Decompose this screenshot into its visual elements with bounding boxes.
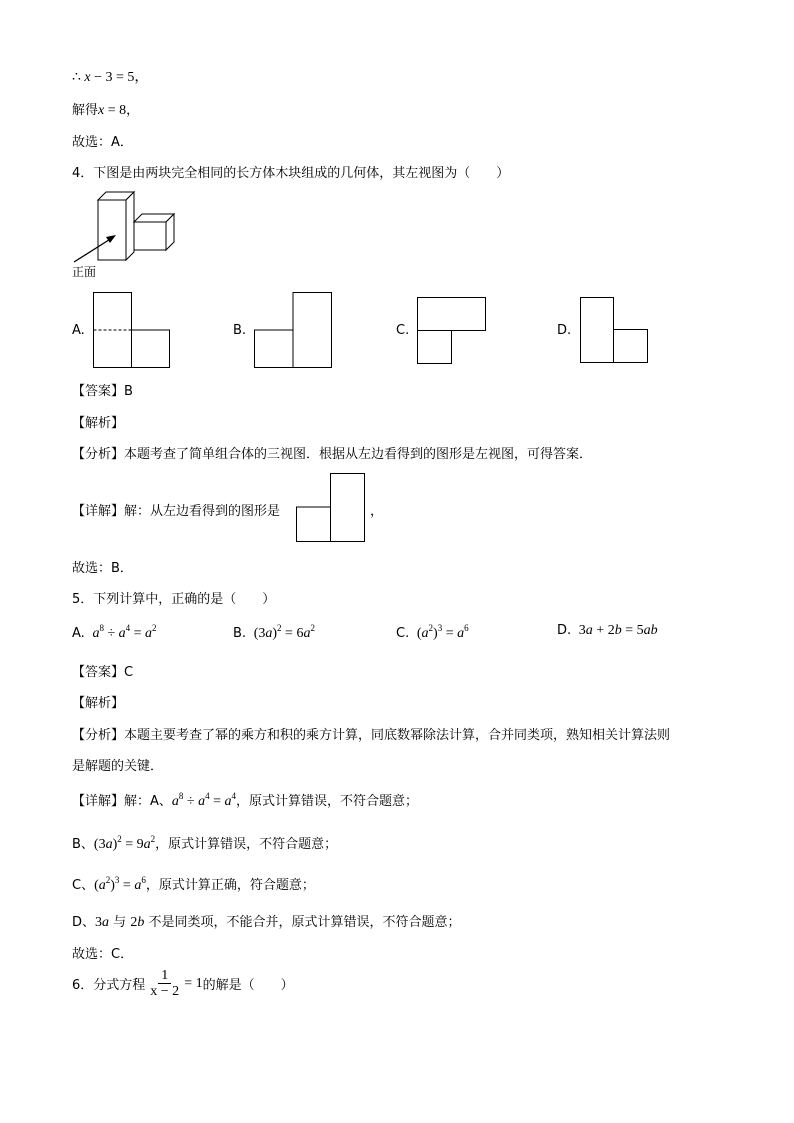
q4-option-b-figure: [254, 292, 334, 368]
q4-option-a-figure: [93, 292, 171, 368]
q4-detail-end: ，: [370, 504, 384, 519]
q5-detail-b-expr: $(3a)^2 = 9a^2$: [93, 834, 156, 852]
q5-option-b-expr: $(3a)^2 = 6a^2$: [250, 623, 315, 641]
q6-stem-prefix: 6．分式方程: [72, 978, 146, 993]
q4-option-c-figure: [417, 297, 487, 365]
q5-choose: 故选：C．: [72, 947, 134, 962]
prev-choose: 故选：A．: [72, 135, 133, 150]
q5-detail-c-suffix: ，原式计算正确，符合题意；: [145, 878, 315, 893]
q5-detail-c-expr: $(a^2)^3 = a^6$: [94, 875, 146, 893]
q5-detail-b-prefix: B、: [72, 837, 94, 852]
q4-option-d-label: D.: [557, 323, 572, 338]
q4-analysis-head: 【解析】: [72, 416, 125, 431]
prev-line-2-math: x = 8: [98, 103, 127, 118]
q6-fraction: [147, 968, 182, 999]
q5-detail-a-prefix: 【详解】解：A、: [72, 794, 172, 809]
q4-detail-text: 【详解】解：从左边看得到的图形是: [72, 504, 281, 519]
q5-option-c-expr: $(a^2)^3 = a^6$: [413, 623, 469, 641]
q5-option-a: [72, 623, 157, 642]
q5-detail-d-prefix: D、: [72, 915, 96, 930]
q6-stem: [72, 968, 294, 999]
q6-fraction-denominator: x − 2: [150, 984, 180, 999]
q4-detail-figure: [296, 473, 368, 543]
q4-front-label: 正面: [72, 265, 97, 279]
q5-detail-d-mid2: 不是同类项，不能合并，原式计算错误，不符合题意；: [148, 915, 461, 930]
q5-detail-d-term1: 3a: [95, 915, 110, 930]
q6-fraction-numerator: 1: [158, 968, 171, 984]
q5-answer: 【答案】C: [72, 665, 134, 680]
q4-fenxi: 【分析】本题考查了简单组合体的三视图．根据从左边看得到的图形是左视图，可得答案．: [72, 447, 593, 462]
prev-line-1: ∴ x − 3 = 5，: [72, 70, 149, 85]
q4-detail: [72, 500, 280, 519]
q5-fenxi-2: 是解题的关键．: [72, 759, 164, 774]
q4-option-c-label: C.: [396, 323, 410, 338]
q4-option-d-figure: [580, 297, 650, 365]
q4-solid-figure: [70, 190, 180, 270]
prev-line-2: [72, 99, 139, 119]
q5-fenxi-1: 【分析】本题主要考查了幂的乘方和积的乘方计算，同底数幂除法计算，合并同类项，熟知相关计算法则: [72, 728, 671, 743]
q5-detail-a-suffix: ，原式计算错误，不符合题意；: [236, 794, 419, 809]
q6-equals-one: = 1: [184, 975, 203, 991]
q4-stem: 4．下图是由两块完全相同的长方体木块组成的几何体，其左视图为（ ）: [72, 166, 510, 181]
q6-stem-suffix: 的解是（ ）: [202, 978, 294, 993]
q5-detail-c-prefix: C、: [72, 878, 95, 893]
q5-detail-b-suffix: ，原式计算错误，不符合题意；: [155, 837, 338, 852]
q5-option-b: [233, 623, 315, 642]
q5-option-c-label: C.: [396, 626, 410, 641]
q5-detail-d: [72, 911, 460, 931]
q5-detail-c: [72, 874, 315, 894]
q5-option-a-expr: $a^8 \div a^4 = a^2$: [92, 623, 157, 641]
q5-detail-d-mid1: 与: [113, 915, 127, 930]
prev-line-2-suffix: ，: [126, 103, 140, 118]
q4-option-a-label: A.: [72, 323, 85, 338]
q4-choose: 故选：B．: [72, 561, 133, 576]
q4-option-b-label: B.: [233, 323, 247, 338]
q5-detail-a: [72, 790, 418, 810]
q5-stem: 5．下列计算中，正确的是（ ）: [72, 592, 276, 607]
q5-option-d: [557, 623, 658, 639]
q5-option-d-label: D.: [557, 623, 572, 638]
q5-option-d-expr: 3a + 2b = 5ab: [575, 623, 658, 638]
prev-line-2-prefix: 解得: [72, 103, 99, 118]
q5-detail-d-term2: 2b: [130, 915, 145, 930]
q5-detail-b: [72, 833, 337, 853]
q5-detail-a-expr: $a^8 \div a^4 = a^4$: [171, 791, 236, 809]
q5-analysis-head: 【解析】: [72, 696, 125, 711]
q5-option-c: [396, 623, 469, 642]
q5-option-a-label: A.: [72, 626, 85, 641]
q5-option-b-label: B.: [233, 626, 247, 641]
q4-answer: 【答案】B: [72, 384, 133, 399]
